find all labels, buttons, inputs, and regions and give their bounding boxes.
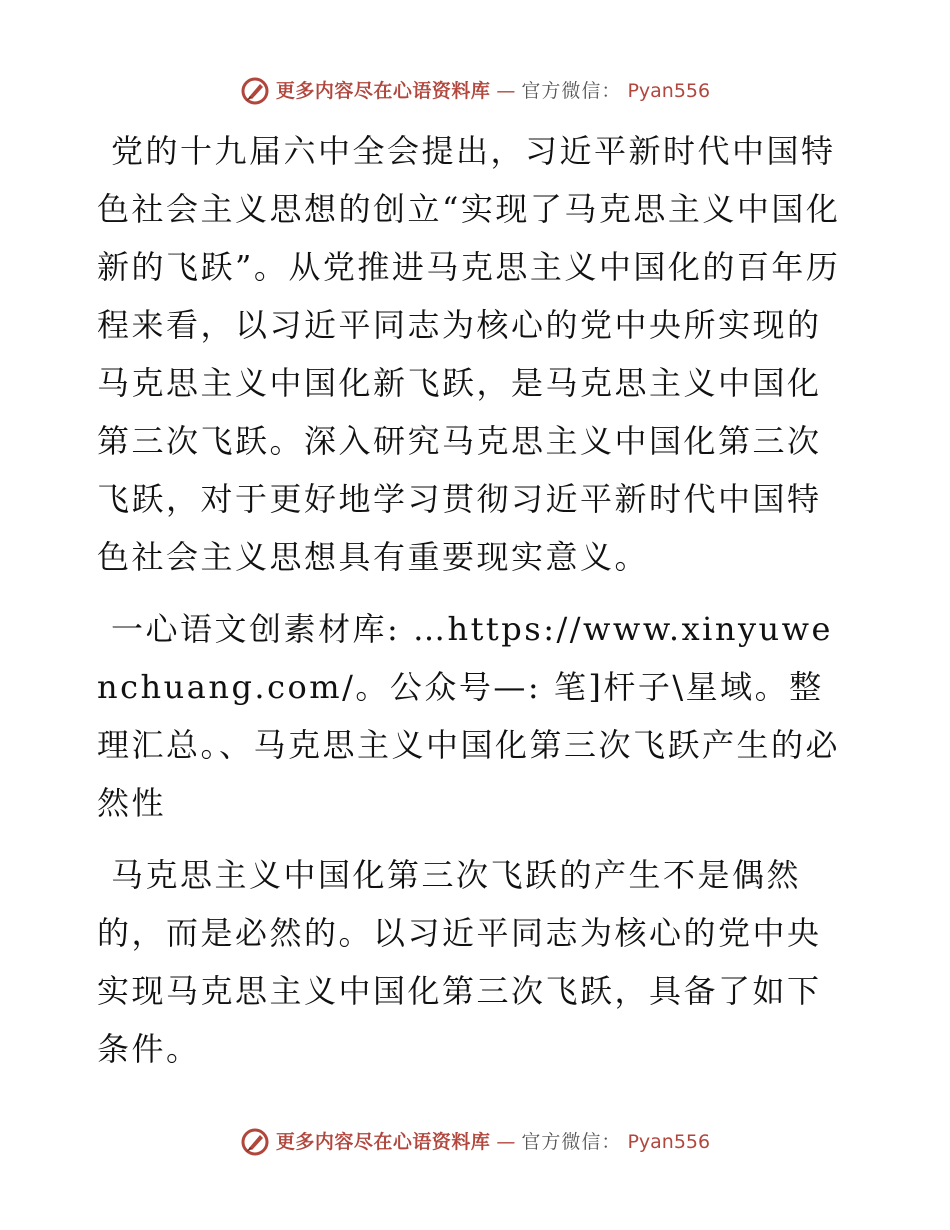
brand-logo-icon <box>240 76 270 106</box>
header-brand-text: 更多内容尽在心语资料库 <box>275 80 491 102</box>
header-wechat-id: Pyan556 <box>627 80 711 102</box>
footer-wechat-label: 官方微信： <box>521 1131 622 1153</box>
brand-logo-icon <box>240 1127 270 1157</box>
body-paragraph-2: 一心语文创素材库: …https://www.xinyuwenchuang.com/。公众号—: 笔]杆子\星域。整理汇总。、马克思主义中国化第三次飞跃产生的必然性 <box>97 610 841 822</box>
footer-separator: — <box>496 1131 516 1153</box>
body-paragraph-3: 马克思主义中国化第三次飞跃的产生不是偶然的，而是必然的。以习近平同志为核心的党中央实现马克思主义中国化第三次飞跃，具备了如下条件。 <box>97 856 822 1068</box>
footer-wechat-id: Pyan556 <box>627 1131 711 1153</box>
body-paragraph-1: 党的十九届六中全会提出，习近平新时代中国特色社会主义思想的创立“实现了马克思主义中国化新的飞跃”。从党推进马克思主义中国化的百年历程来看，以习近平同志为核心的党中央所实现的马克思主义中国化新飞跃，是马克思主义中国化第三次飞跃。深入研究马克思主义中国化第三次飞跃，对于更好地学习贯彻习近平新时代中国特色社会主义思想具有重要现实意义。 <box>97 132 841 576</box>
header-separator: — <box>496 80 516 102</box>
page-footer-banner <box>0 1127 950 1157</box>
header-wechat-label: 官方微信： <box>521 80 622 102</box>
footer-brand-text: 更多内容尽在心语资料库 <box>275 1131 491 1153</box>
document-body <box>97 122 852 1078</box>
page-header-banner <box>0 76 950 106</box>
